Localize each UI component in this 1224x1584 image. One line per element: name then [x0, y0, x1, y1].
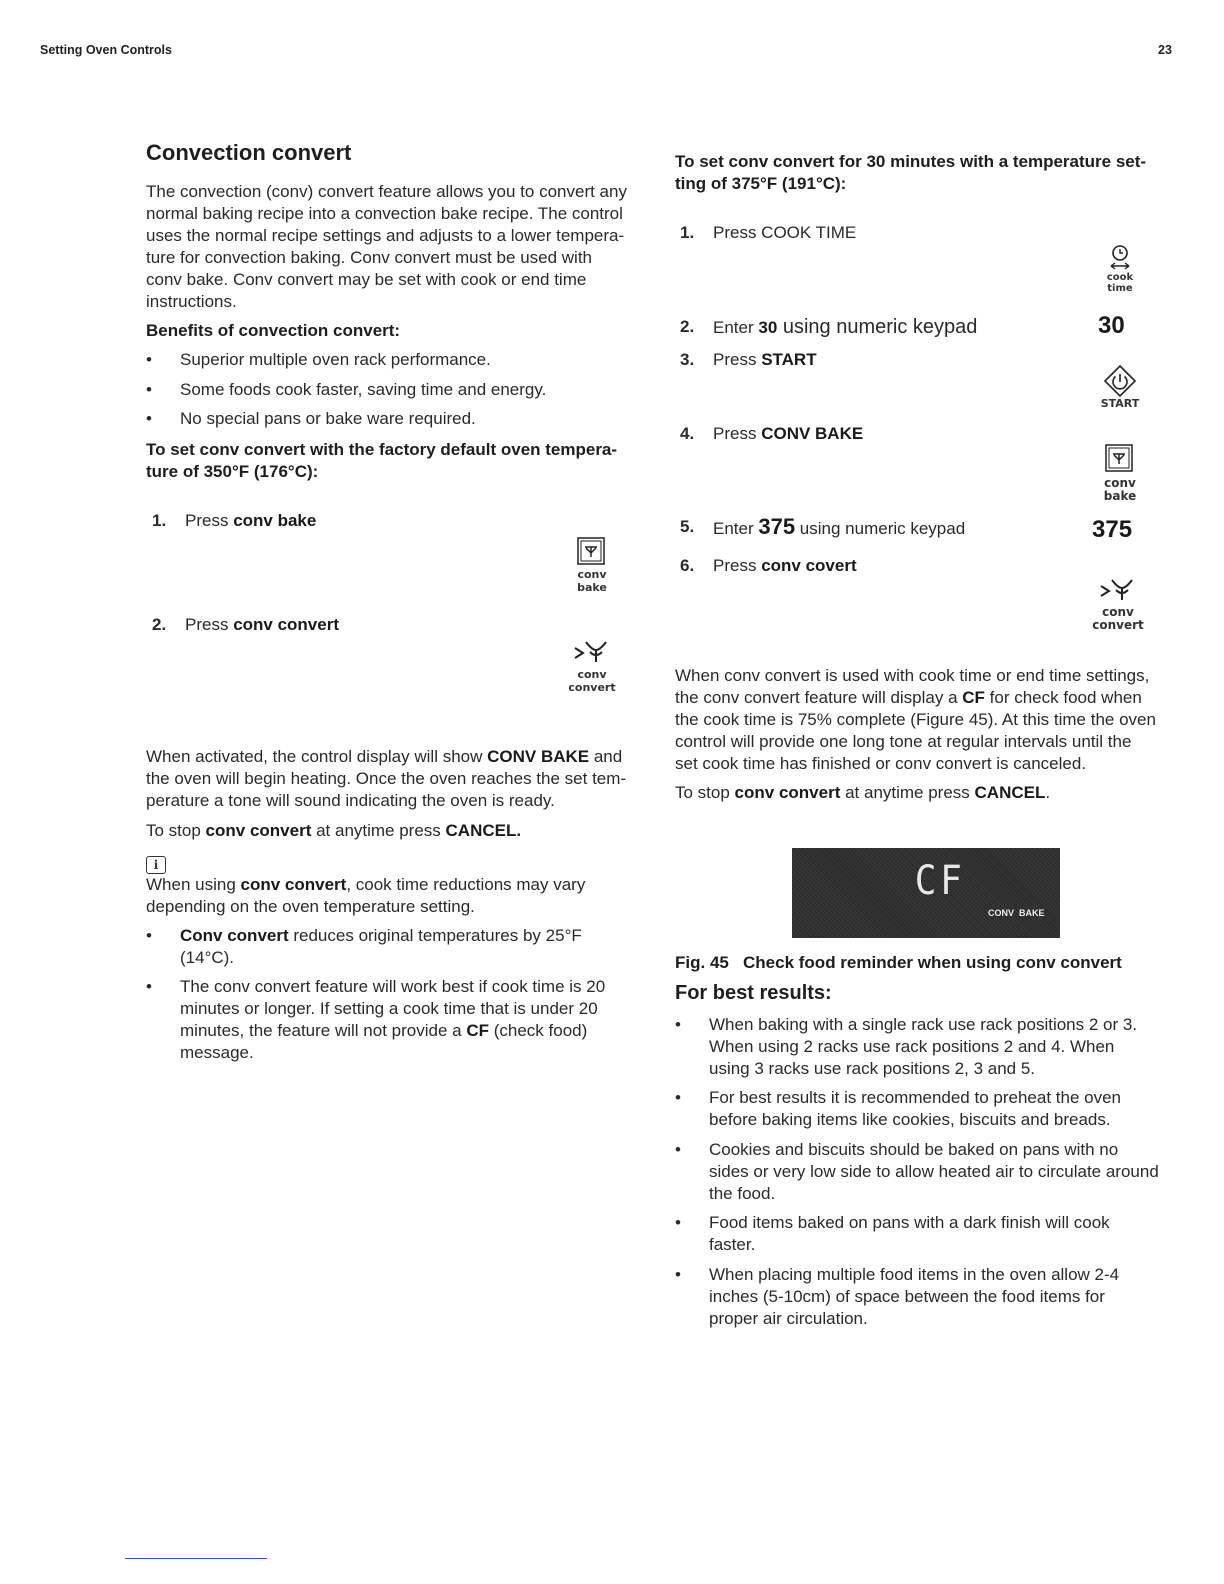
value-30-display: 30: [1098, 312, 1125, 339]
info-icon: i: [146, 856, 166, 874]
start-icon-label: START: [1100, 397, 1140, 410]
right-heading: To set conv convert for 30 minutes with a temperature set- ting of 375°F (191°C):: [675, 152, 1147, 193]
value-375-display: 375: [1092, 516, 1133, 543]
stop-instruction: To stop conv convert at anytime press CANCEL.: [675, 783, 1051, 802]
conv-bake-icon-label: conv bake: [1103, 476, 1137, 503]
display-indicator: CONV BAKE: [988, 908, 1045, 918]
conv-bake-icon-label: conv bake: [577, 568, 607, 594]
default-temp-heading: To set conv convert with the factory default oven tempera- ture of 350°F (176°C):: [146, 440, 618, 481]
figure-caption: Fig. 45 Check food reminder when using conv convert: [675, 953, 1122, 972]
check-food-display: [792, 848, 1060, 938]
check-food-paragraph: When conv convert is used with cook time or end time settings, the conv convert feature will display a CF for check food when the cook time is 75% complete (Figure 45). At this time the oven control will provide one long tone at regular intervals until the set cook time has finished or conv convert is canceled.: [675, 666, 1156, 773]
conv-convert-icon: [572, 636, 612, 671]
section-heading: Convection convert: [146, 140, 352, 165]
running-header-title: Setting Oven Controls: [40, 43, 172, 57]
benefits-heading: Benefits of convection convert:: [146, 321, 401, 340]
conv-convert-icon-label: conv convert: [568, 668, 616, 694]
page-number: 23: [1158, 43, 1172, 57]
activated-paragraph: When activated, the control display will show CONV BAKE and the oven will begin heating. Once the oven reaches the set tem- perature a tone will sound indicating the oven is ready.: [146, 747, 627, 810]
conv-convert-icon: [1098, 574, 1138, 609]
conv-bake-icon: [576, 536, 606, 571]
stop-instruction: To stop conv convert at anytime press CANCEL.: [146, 821, 522, 840]
best-results-heading: For best results:: [675, 982, 832, 1004]
conv-bake-icon: [1104, 443, 1134, 478]
note-paragraph: When using conv convert, cook time reductions may vary depending on the oven temperature setting.: [146, 875, 586, 916]
display-code: CF: [914, 858, 966, 904]
conv-convert-icon-label: conv convert: [1092, 605, 1144, 632]
intro-paragraph: The convection (conv) convert feature allows you to convert any normal baking recipe into a convection bake recipe. The control uses the normal recipe settings and adjusts to a lower tempera- ture for convection baking. Conv convert must be used with conv bake. Conv convert may be set with cook or end time instructions.: [146, 182, 627, 311]
cook-time-icon-label: cook time: [1106, 272, 1134, 294]
footer-rule: [125, 1558, 267, 1559]
